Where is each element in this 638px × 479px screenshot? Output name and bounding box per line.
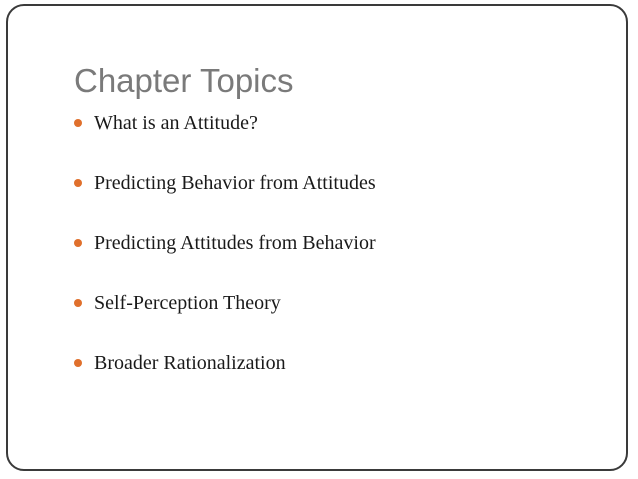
bullet-dot-icon	[74, 239, 82, 247]
bullet-dot-icon	[74, 299, 82, 307]
bullet-list	[74, 108, 376, 408]
bullet-label: Predicting Attitudes from Behavior	[94, 232, 376, 254]
list-item	[74, 348, 376, 408]
bullet-label: Predicting Behavior from Attitudes	[94, 172, 376, 194]
list-item	[74, 228, 376, 288]
bullet-label: What is an Attitude?	[94, 112, 258, 134]
slide-frame	[6, 4, 628, 471]
bullet-label: Self-Perception Theory	[94, 292, 281, 314]
list-item	[74, 288, 376, 348]
list-item	[74, 108, 376, 168]
list-item	[74, 168, 376, 228]
bullet-dot-icon	[74, 359, 82, 367]
slide-title: Chapter Topics	[74, 62, 294, 99]
bullet-dot-icon	[74, 119, 82, 127]
bullet-label: Broader Rationalization	[94, 352, 286, 374]
bullet-dot-icon	[74, 179, 82, 187]
